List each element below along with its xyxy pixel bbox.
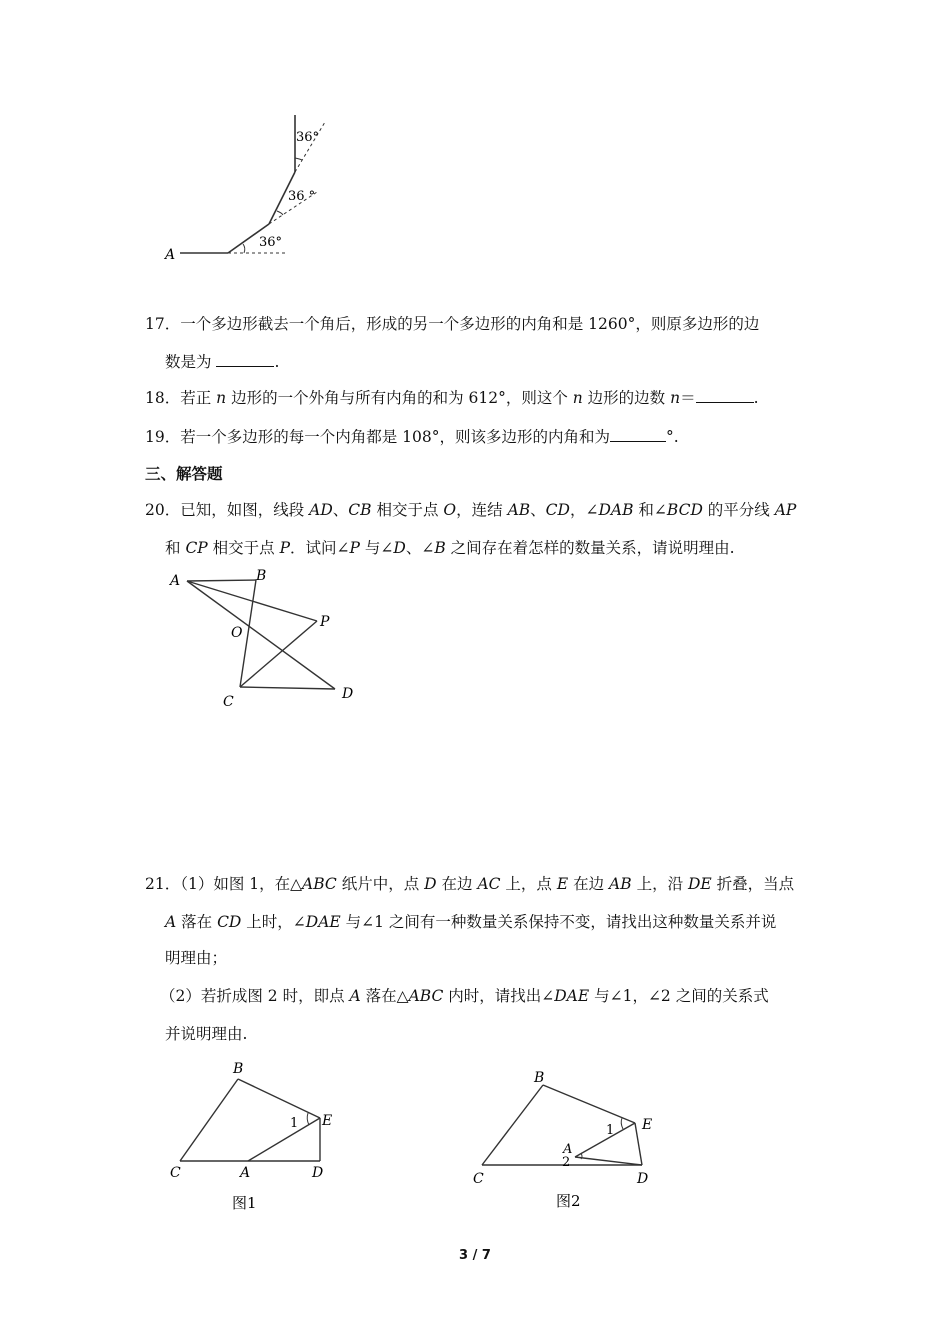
text-segment: 上，点 (500, 875, 557, 893)
text-segment: 落在 (176, 913, 218, 931)
fig1-label-c: C (170, 1165, 181, 1181)
text-segment: ABC (302, 875, 337, 893)
fig1-caption: 图1 (232, 1194, 257, 1212)
text-segment: 、 (530, 501, 546, 519)
fig2-label-c: C (473, 1171, 484, 1187)
q21-line-4 (160, 984, 769, 1006)
q21-line-3 (165, 946, 227, 968)
text-segment: 内时，请找出∠ (443, 987, 555, 1005)
text-segment: 明理由； (165, 949, 228, 967)
text-segment: 在边 (436, 875, 478, 893)
q17-answer-blank[interactable] (216, 366, 274, 367)
text-segment: P (279, 539, 291, 557)
text-segment: AD (309, 501, 333, 519)
q18-answer-blank[interactable] (696, 402, 754, 403)
section-heading: 三、解答题 (145, 465, 223, 483)
text-segment: DAB (598, 501, 634, 519)
text-segment: 、 (332, 501, 349, 519)
text-segment: CD (545, 501, 570, 519)
text-segment: BCD (666, 501, 703, 519)
text-segment: 折叠，当点 (711, 875, 795, 893)
q20-label-b: B (256, 568, 267, 584)
text-segment: AC (477, 875, 501, 893)
fig1-label-d: D (312, 1165, 324, 1181)
text-segment: CB (348, 501, 372, 519)
text-segment: 与∠1 之间有一种数量关系保持不变，请找出这种数量关系并说 (340, 913, 777, 931)
text-segment: 纸片中，点 (336, 875, 425, 893)
text-segment: 之间存在着怎样的数量关系，请说明理由. (445, 539, 735, 557)
text-segment: ，∠ (569, 501, 599, 519)
point-a-label: A (165, 247, 176, 263)
q20-figure (160, 565, 370, 715)
angle-top-label: 36° (296, 130, 320, 145)
text-segment: 20．已知，如图，线段 (145, 501, 310, 519)
text-segment: 与∠1，∠2 之间的关系式 (589, 987, 769, 1005)
fig2-label-1: 1 (606, 1123, 615, 1138)
text-segment: DAE (305, 913, 341, 931)
text-segment: D (424, 875, 437, 893)
text-segment: 和 (165, 539, 186, 557)
text-segment: 在边 (568, 875, 610, 893)
text-segment: 落在△ (360, 987, 409, 1005)
text-segment: A (349, 987, 361, 1005)
q17-line-2: 数是为 . (165, 353, 280, 371)
text-segment: 21．（1）如图 1，在△ (145, 875, 303, 893)
text-segment: ABC (408, 987, 444, 1005)
q20-label-p: P (320, 614, 330, 630)
text-segment: 并说明理由. (165, 1025, 248, 1043)
text-segment: P (349, 539, 360, 557)
q19-answer-blank[interactable] (610, 441, 666, 442)
q21-figure-1 (160, 1055, 360, 1215)
fig2-caption: 图2 (556, 1192, 581, 1210)
text-segment: ，连结 (456, 501, 508, 519)
fig2-label-b: B (534, 1070, 545, 1086)
q18-line: 18．若正 n 边形的一个外角与所有内角的和为 612°，则这个 n 边形的边数 n＝ . (145, 389, 759, 407)
q21-line-5 (165, 1022, 247, 1044)
q20-label-c: C (223, 694, 234, 710)
fig1-label-e: E (322, 1113, 333, 1129)
text-segment: 的平分线 (702, 501, 775, 519)
text-segment: 相交于点 (207, 539, 280, 557)
text-segment: ．试问∠ (290, 539, 350, 557)
text-segment: E (556, 875, 569, 893)
fig2-label-e: E (642, 1117, 653, 1133)
text-segment: AB (609, 875, 632, 893)
page-number: 3 / 7 (459, 1248, 491, 1263)
q20-line-1 (145, 498, 796, 520)
text-segment: AB (507, 501, 531, 519)
q19-line: 19．若一个多边形的每一个内角都是 108°，则该多边形的内角和为 °. (145, 428, 679, 446)
fig1-label-a: A (240, 1165, 251, 1181)
angle-bottom-label: 36° (259, 235, 283, 250)
q17-line-1: 17．一个多边形截去一个角后，形成的另一个多边形的内角和是 1260°，则原多边形的边 (145, 315, 760, 333)
text-segment: DAE (554, 987, 590, 1005)
q20-line-2 (165, 536, 735, 558)
fig1-label-b: B (233, 1061, 244, 1077)
text-segment: CP (185, 539, 208, 557)
text-segment: （2）若折成图 2 时，即点 (160, 987, 350, 1005)
q20-label-a: A (170, 573, 181, 589)
q20-label-o: O (231, 625, 243, 641)
fig1-label-1: 1 (290, 1116, 299, 1131)
q21-figure-2 (465, 1060, 685, 1220)
text-segment: DE (688, 875, 712, 893)
text-segment: 和∠ (633, 501, 667, 519)
text-segment: D (393, 539, 406, 557)
q20-label-d: D (342, 686, 354, 702)
text-segment: B (434, 539, 446, 557)
text-segment: AP (774, 501, 797, 519)
text-segment: 上时，∠ (241, 913, 306, 931)
text-segment: 相交于点 (371, 501, 444, 519)
text-segment: 与∠ (359, 539, 394, 557)
text-segment: 、∠ (405, 539, 435, 557)
q21-line-1 (145, 872, 794, 894)
angle-mid-label: 36 ° (288, 189, 316, 204)
text-segment: A (165, 913, 177, 931)
q21-line-2 (165, 910, 776, 932)
angle-figure (155, 112, 355, 272)
fig2-label-a: A (563, 1142, 573, 1157)
fig2-label-d: D (637, 1171, 649, 1187)
text-segment: O (443, 501, 457, 519)
text-segment: CD (217, 913, 242, 931)
fig2-label-2: 2 (562, 1155, 571, 1170)
text-segment: 上，沿 (631, 875, 688, 893)
